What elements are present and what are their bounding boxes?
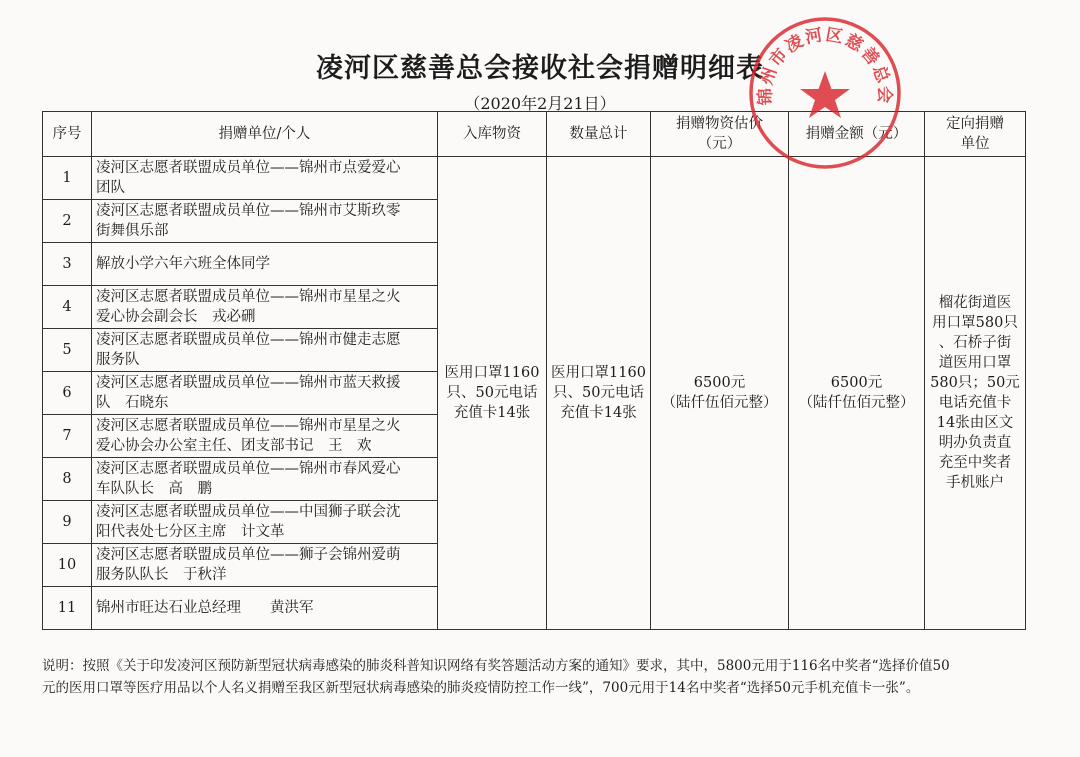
donation-table bbox=[42, 111, 1026, 630]
header-target-line1: 定向捐赠 bbox=[946, 116, 1004, 132]
goods-cell bbox=[438, 157, 547, 630]
header-amount: 捐赠金额（元） bbox=[789, 112, 925, 157]
note-line-1: 说明：按照《关于印发凌河区预防新型冠状病毒感染的肺炎科普知识网络有奖答题活动方案的通知》要求，其中，5800元用于116名中奖者“选择价值50 bbox=[42, 658, 950, 674]
row-donor bbox=[92, 415, 438, 458]
seal-text: 锦州市凌河区慈善总会 bbox=[755, 25, 895, 106]
donor-line: 车队队长 高 鹏 bbox=[96, 481, 212, 497]
header-value bbox=[651, 112, 789, 157]
row-donor bbox=[92, 501, 438, 544]
donor-line: 凌河区志愿者联盟成员单位——中国狮子联会沈 bbox=[96, 504, 401, 520]
donor-line: 队 石晓东 bbox=[96, 395, 169, 411]
row-seq: 10 bbox=[43, 544, 92, 587]
donor-line: 爱心协会办公室主任、团支部书记 王 欢 bbox=[96, 438, 372, 454]
explanatory-note bbox=[42, 655, 1032, 699]
target-line: 明办负责直 bbox=[938, 435, 1012, 451]
amount-cell bbox=[789, 157, 925, 630]
donor-line: 解放小学六年六班全体同学 bbox=[96, 256, 270, 272]
row-donor bbox=[92, 329, 438, 372]
row-donor bbox=[92, 458, 438, 501]
document-title: 凌河区慈善总会接收社会捐赠明细表 bbox=[316, 53, 764, 84]
target-line: 、石桥子街 bbox=[938, 335, 1012, 351]
note-line-2: 元的医用口罩等医疗用品以个人名义捐赠至我区新型冠状病毒感染的肺炎疫情防控工作一线”，700元用于14名中奖者“选择50元手机充值卡一张”。 bbox=[42, 680, 920, 696]
row-seq: 4 bbox=[43, 286, 92, 329]
row-seq: 5 bbox=[43, 329, 92, 372]
row-seq: 2 bbox=[43, 200, 92, 243]
donor-line: 街舞俱乐部 bbox=[96, 223, 169, 239]
target-line: 用口罩580只 bbox=[932, 315, 1018, 331]
target-line: 榴花街道医 bbox=[938, 295, 1012, 311]
row-seq: 7 bbox=[43, 415, 92, 458]
document-date: （2020年2月21日） bbox=[464, 94, 616, 113]
header-target-line2: 单位 bbox=[960, 136, 990, 152]
row-seq: 3 bbox=[43, 243, 92, 286]
header-seq: 序号 bbox=[43, 112, 92, 157]
quantity-line: 医用口罩1160 bbox=[551, 365, 646, 381]
table-row bbox=[43, 157, 1026, 200]
target-cell bbox=[925, 157, 1026, 630]
donor-line: 凌河区志愿者联盟成员单位——锦州市点爱爱心 bbox=[96, 160, 401, 176]
target-line: 充至中奖者 bbox=[938, 455, 1012, 471]
donor-line: 爱心协会副会长 戎必硎 bbox=[96, 309, 256, 325]
table-header-row bbox=[43, 112, 1026, 157]
target-line: 电话充值卡 bbox=[938, 395, 1012, 411]
goods-line: 医用口罩1160 bbox=[444, 365, 540, 381]
row-donor bbox=[92, 372, 438, 415]
row-seq: 6 bbox=[43, 372, 92, 415]
header-value-line2: （元） bbox=[697, 136, 742, 152]
row-donor bbox=[92, 286, 438, 329]
value-line: 6500元 bbox=[693, 375, 746, 391]
row-seq: 11 bbox=[43, 587, 92, 630]
header-donor: 捐赠单位/个人 bbox=[92, 112, 438, 157]
donor-line: 凌河区志愿者联盟成员单位——锦州市蓝天救援 bbox=[96, 375, 401, 391]
donor-line: 凌河区志愿者联盟成员单位——锦州市艾斯玖零 bbox=[96, 203, 401, 219]
target-line: 14张由区文 bbox=[936, 415, 1014, 431]
donor-line: 锦州市旺达石业总经理 黄洪军 bbox=[96, 600, 314, 616]
target-line: 580只；50元 bbox=[930, 375, 1020, 391]
row-donor bbox=[92, 243, 438, 286]
goods-line: 只、50元电话 bbox=[446, 385, 538, 401]
donor-line: 凌河区志愿者联盟成员单位——锦州市春风爱心 bbox=[96, 461, 401, 477]
donor-line: 凌河区志愿者联盟成员单位——锦州市健走志愿 bbox=[96, 332, 401, 348]
row-donor bbox=[92, 544, 438, 587]
target-line: 道医用口罩 bbox=[938, 355, 1012, 371]
row-donor bbox=[92, 200, 438, 243]
target-line: 手机账户 bbox=[946, 475, 1004, 491]
quantity-line: 充值卡14张 bbox=[560, 405, 637, 421]
amount-line: （陆仟伍佰元整） bbox=[798, 395, 915, 411]
donor-line: 凌河区志愿者联盟成员单位——锦州市星星之火 bbox=[96, 418, 401, 434]
row-donor bbox=[92, 157, 438, 200]
header-target bbox=[925, 112, 1026, 157]
row-seq: 9 bbox=[43, 501, 92, 544]
quantity-cell bbox=[547, 157, 651, 630]
quantity-line: 只、50元电话 bbox=[553, 385, 644, 401]
donor-line: 阳代表处七分区主席 计文革 bbox=[96, 524, 285, 540]
donor-line: 凌河区志愿者联盟成员单位——锦州市星星之火 bbox=[96, 289, 401, 305]
goods-line: 充值卡14张 bbox=[453, 405, 531, 421]
header-value-line1: 捐赠物资估价 bbox=[676, 116, 763, 132]
donor-line: 服务队队长 于秋洋 bbox=[96, 567, 227, 583]
header-goods: 入库物资 bbox=[438, 112, 547, 157]
donor-line: 服务队 bbox=[96, 352, 140, 368]
row-donor bbox=[92, 587, 438, 630]
value-cell bbox=[651, 157, 789, 630]
donor-line: 凌河区志愿者联盟成员单位——狮子会锦州爱萌 bbox=[96, 547, 401, 563]
value-line: （陆仟伍佰元整） bbox=[661, 395, 778, 411]
row-seq: 8 bbox=[43, 458, 92, 501]
header-quantity: 数量总计 bbox=[547, 112, 651, 157]
amount-line: 6500元 bbox=[830, 375, 883, 391]
row-seq: 1 bbox=[43, 157, 92, 200]
donor-line: 团队 bbox=[96, 180, 125, 196]
